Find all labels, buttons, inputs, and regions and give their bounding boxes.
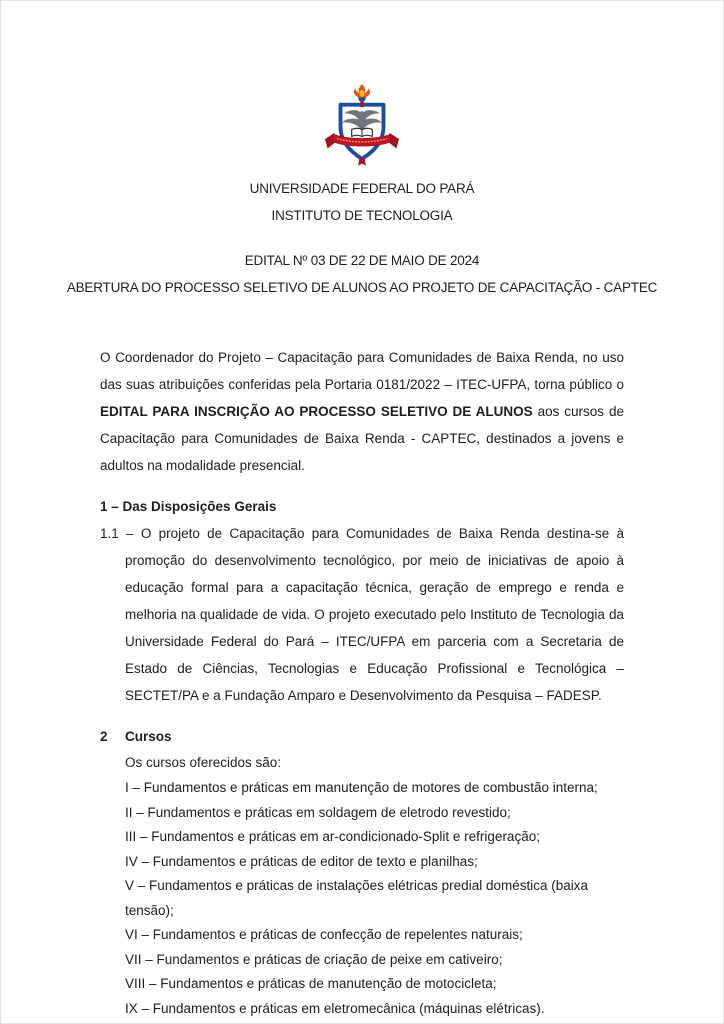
course-item-3: III – Fundamentos e práticas em ar-condicionado-Split e refrigeração;	[125, 829, 540, 844]
courses-intro: Os cursos oferecidos são:	[125, 755, 282, 770]
section-1-1-paragraph	[100, 520, 624, 709]
edital-title: EDITAL Nº 03 DE 22 DE MAIO DE 2024	[244, 253, 480, 268]
intro-text-1: O Coordenador do Projeto – Capacitação para Comunidades de Baixa Renda, no uso das suas atribuições conferidas pela Portaria 0181/2022 – ITEC-UFPA, torna público o	[100, 350, 624, 392]
ufpa-logo	[0, 0, 724, 170]
course-item-1: I – Fundamentos e práticas em manutenção de motores de combustão interna;	[125, 780, 598, 795]
course-item-2: II – Fundamentos e práticas em soldagem de eletrodo revestido;	[125, 804, 511, 820]
section-2-title: Cursos	[125, 729, 172, 744]
university-name: UNIVERSIDADE FEDERAL DO PARÁ	[249, 181, 475, 196]
section-2-number: 2	[100, 729, 108, 744]
course-item-6: VI – Fundamentos e práticas de confecção de repelentes naturais;	[125, 927, 523, 942]
section-1-heading: 1 – Das Disposições Gerais	[100, 499, 277, 514]
course-item-9: IX – Fundamentos e práticas em eletromecânica (máquinas elétricas).	[125, 1000, 545, 1016]
intro-text-2: aos cursos de Capacitação para Comunidades de Baixa Renda - CAPTEC, destinados a jovens e adultos na modalidade presencial.	[100, 404, 624, 473]
course-item-5: V – Fundamentos e práticas de instalações elétricas predial doméstica (baixa tensão);	[125, 878, 588, 918]
institute-name: INSTITUTO DE TECNOLOGIA	[271, 208, 453, 223]
course-item-8: VIII – Fundamentos e práticas de manutenção de motocicleta;	[125, 976, 497, 991]
section-1-1-text: O projeto de Capacitação para Comunidades de Baixa Renda destina-se à promoção do desenvolvimento tecnológico, por meio de iniciativas de apoio à educação formal para a capacitação técnica, geração de emprego e renda e melhoria na qualidade de vida. O projeto executado pelo Instituto de Tecnologia da Universidade Federal do Pará – ITEC/UFPA em parceria com a Secretaria de Estado de Ciências, Tecnologias e Educação Profissional e Tecnológica – SECTET/PA e a Fundação Amparo e Desenvolvimento da Pesquisa – FADESP.	[125, 526, 624, 703]
ufpa-crest-icon	[319, 84, 405, 170]
course-item-7: VII – Fundamentos e práticas de criação de peixe em cativeiro;	[125, 951, 503, 967]
intro-text-bold: EDITAL PARA INSCRIÇÃO AO PROCESSO SELETIVO DE ALUNOS	[100, 404, 533, 419]
section-2-heading	[100, 723, 624, 750]
edital-subtitle: ABERTURA DO PROCESSO SELETIVO DE ALUNOS AO PROJETO DE CAPACITAÇÃO - CAPTEC	[66, 280, 658, 295]
course-list	[100, 776, 624, 1021]
intro-paragraph	[100, 344, 624, 479]
course-item-4: IV – Fundamentos e práticas de editor de texto e planilhas;	[125, 853, 478, 869]
section-1-1-number: 1.1 –	[100, 526, 134, 541]
